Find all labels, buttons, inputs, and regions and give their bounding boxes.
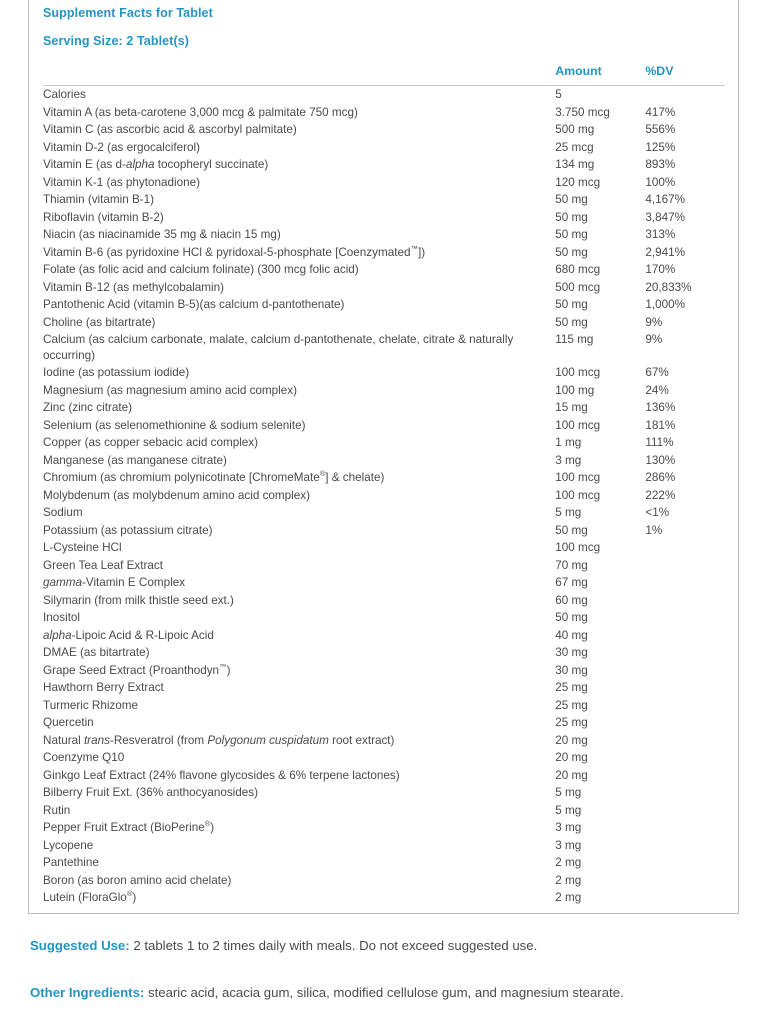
panel-header	[29, 0, 738, 58]
ingredient-amount: 100 mg	[555, 383, 595, 397]
ingredient-amount: 25 mcg	[555, 140, 594, 154]
table-row	[43, 504, 724, 522]
ingredient-dv: 170%	[645, 263, 676, 276]
ingredient-amount: 20 mg	[555, 768, 588, 782]
ingredient-amount: 3 mg	[555, 838, 582, 852]
ingredient-dv	[645, 802, 724, 820]
ingredient-name: Thiamin (vitamin B-1)	[43, 193, 155, 206]
table-row	[43, 784, 724, 802]
table-row	[43, 434, 724, 452]
ingredient-dv: 130%	[645, 453, 676, 467]
ingredient-dv: 286%	[645, 471, 676, 484]
ingredient-dv	[645, 784, 724, 802]
ingredient-dv: 67%	[645, 366, 669, 379]
ingredient-name: Grape Seed Extract (Proanthodyn™)	[43, 661, 231, 677]
ingredient-amount: 15 mg	[555, 401, 588, 414]
ingredient-dv: 181%	[645, 418, 676, 432]
ingredient-amount: 500 mg	[555, 123, 595, 136]
column-header-name	[43, 58, 555, 86]
table-row	[43, 872, 724, 890]
ingredient-name: Riboflavin (vitamin B-2)	[43, 210, 164, 224]
ingredient-amount: 50 mg	[555, 193, 588, 206]
ingredient-dv	[645, 749, 724, 767]
table-row	[43, 452, 724, 470]
table-row	[43, 121, 724, 139]
ingredient-name: Vitamin C (as ascorbic acid & ascorbyl palmitate)	[43, 123, 297, 136]
ingredient-dv: 125%	[645, 140, 676, 154]
ingredient-dv: 893%	[645, 158, 676, 171]
ingredient-dv	[645, 574, 724, 592]
ingredient-name: Iodine (as potassium iodide)	[43, 366, 190, 379]
ingredient-amount: 50 mg	[555, 210, 588, 224]
serving-size: Serving Size: 2 Tablet(s)	[43, 34, 190, 48]
ingredient-name: Rutin	[43, 803, 71, 817]
ingredient-amount: 60 mg	[555, 593, 588, 607]
ingredient-amount: 680 mcg	[555, 263, 601, 276]
table-header-row	[43, 58, 724, 86]
ingredient-name: Turmeric Rhizome	[43, 698, 139, 712]
ingredient-amount: 50 mg	[555, 228, 588, 241]
ingredient-amount: 100 mcg	[555, 471, 601, 484]
table-row	[43, 697, 724, 715]
ingredient-amount: 20 mg	[555, 751, 588, 764]
ingredient-amount: 100 mcg	[555, 366, 601, 379]
ingredient-amount: 50 mg	[555, 523, 588, 537]
ingredient-dv: 136%	[645, 401, 676, 414]
ingredient-dv	[645, 609, 724, 627]
ingredient-dv	[645, 644, 724, 662]
ingredient-amount: 2 mg	[555, 873, 582, 887]
ingredient-amount: 50 mg	[555, 315, 588, 329]
column-header-amount: Amount	[555, 58, 645, 86]
table-row	[43, 679, 724, 697]
table-row	[43, 469, 724, 487]
table-row	[43, 174, 724, 192]
ingredient-dv	[645, 854, 724, 872]
ingredient-dv: 20,833%	[645, 280, 692, 294]
ingredient-name: Natural trans-Resveratrol (from Polygonum cuspidatum root extract)	[43, 733, 395, 747]
ingredient-name: Inositol	[43, 611, 81, 624]
ingredient-name: Bilberry Fruit Ext. (36% anthocyanosides)	[43, 786, 259, 799]
table-header	[43, 58, 724, 86]
ingredient-amount: 3 mg	[555, 821, 582, 834]
table-row	[43, 417, 724, 435]
ingredient-dv: 417%	[645, 105, 676, 119]
ingredient-name: Pantothenic Acid (vitamin B-5)(as calcium d-pantothenate)	[43, 298, 345, 311]
ingredient-dv: 100%	[645, 175, 676, 189]
ingredient-dv	[645, 872, 724, 890]
ingredient-dv	[645, 662, 724, 680]
ingredient-name: Vitamin B-6 (as pyridoxine HCl & pyridoxal-5-phosphate [Coenzymated™])	[43, 243, 426, 259]
ingredient-amount: 115 mg	[555, 333, 594, 346]
table-row	[43, 767, 724, 785]
ingredient-name: Manganese (as manganese citrate)	[43, 453, 227, 467]
ingredient-dv: 556%	[645, 123, 676, 136]
table-row	[43, 592, 724, 610]
supplement-facts-panel	[28, 0, 739, 914]
ingredient-name: Green Tea Leaf Extract	[43, 558, 163, 572]
ingredient-name: Selenium (as selenomethionine & sodium selenite)	[43, 418, 306, 432]
table-row	[43, 802, 724, 820]
ingredient-dv	[645, 732, 724, 750]
ingredient-amount: 3.750 mcg	[555, 105, 610, 119]
table-row	[43, 226, 724, 244]
table-row	[43, 399, 724, 417]
ingredient-dv: 24%	[645, 383, 669, 397]
ingredient-name: Zinc (zinc citrate)	[43, 401, 132, 414]
ingredient-dv	[645, 697, 724, 715]
ingredient-amount: 5 mg	[555, 786, 582, 799]
ingredient-name: Vitamin B-12 (as methylcobalamin)	[43, 280, 225, 294]
ingredient-dv: 111%	[645, 436, 674, 449]
table-row	[43, 86, 724, 104]
ingredient-amount: 30 mg	[555, 646, 588, 659]
table-row	[43, 732, 724, 750]
ingredient-name: Calcium (as calcium carbonate, malate, calcium d-pantothenate, chelate, citrate & naturally occurring)	[43, 333, 514, 362]
ingredient-dv	[645, 889, 724, 907]
ingredient-dv: <1%	[645, 506, 670, 519]
ingredient-amount: 100 mcg	[555, 418, 601, 432]
table-row	[43, 191, 724, 209]
ingredient-dv	[645, 86, 724, 104]
ingredient-amount: 70 mg	[555, 558, 588, 572]
ingredient-amount: 50 mg	[555, 611, 588, 624]
ingredient-amount: 120 mcg	[555, 175, 601, 189]
ingredient-name: Lutein (FloraGlo®)	[43, 889, 137, 904]
table-row	[43, 364, 724, 382]
other-ingredients-label: Other Ingredients:	[30, 985, 145, 1000]
ingredient-amount: 25 mg	[555, 716, 588, 729]
ingredient-name: Vitamin A (as beta-carotene 3,000 mcg & palmitate 750 mcg)	[43, 105, 358, 119]
column-header-dv: %DV	[645, 58, 724, 86]
ingredient-name: Coenzyme Q10	[43, 751, 125, 764]
ingredient-dv	[645, 767, 724, 785]
ingredient-dv	[645, 557, 724, 575]
ingredient-dv	[645, 592, 724, 610]
ingredient-dv: 3,847%	[645, 210, 686, 224]
ingredient-name: gamma-Vitamin E Complex	[43, 576, 186, 589]
ingredient-amount: 100 mcg	[555, 488, 601, 502]
ingredient-name: DMAE (as bitartrate)	[43, 646, 150, 659]
ingredient-dv	[645, 539, 724, 557]
table-row	[43, 209, 724, 227]
ingredient-dv: 313%	[645, 228, 676, 241]
ingredient-amount: 5 mg	[555, 506, 582, 519]
ingredient-name: Pantethine	[43, 856, 99, 869]
table-row	[43, 139, 724, 157]
table-row	[43, 244, 724, 262]
table-row	[43, 261, 724, 279]
ingredient-name: Chromium (as chromium polynicotinate [ChromeMate®] & chelate)	[43, 469, 385, 484]
table-row	[43, 627, 724, 645]
ingredient-dv: 4,167%	[645, 193, 686, 206]
ingredient-amount: 30 mg	[555, 663, 588, 677]
table-row	[43, 662, 724, 680]
ingredient-dv: 9%	[645, 333, 663, 346]
ingredient-name: Niacin (as niacinamide 35 mg & niacin 15 mg)	[43, 228, 281, 241]
ingredient-amount: 2 mg	[555, 891, 582, 904]
panel-title: Supplement Facts for Tablet	[43, 6, 213, 20]
ingredient-amount: 20 mg	[555, 733, 588, 747]
ingredient-dv: 222%	[645, 488, 676, 502]
table-row	[43, 279, 724, 297]
ingredient-name: Silymarin (from milk thistle seed ext.)	[43, 593, 234, 607]
ingredient-dv	[645, 714, 724, 732]
table-row	[43, 331, 724, 364]
ingredient-amount: 1 mg	[555, 436, 582, 449]
suggested-use-label: Suggested Use:	[30, 938, 130, 953]
ingredient-dv: 1%	[645, 523, 663, 537]
ingredient-dv: 2,941%	[645, 245, 686, 259]
ingredient-name: Copper (as copper sebacic acid complex)	[43, 436, 259, 449]
ingredient-amount: 40 mg	[555, 628, 588, 642]
table-row	[43, 854, 724, 872]
table-row	[43, 837, 724, 855]
ingredient-name: alpha-Lipoic Acid & R-Lipoic Acid	[43, 628, 214, 642]
ingredient-name: L-Cysteine HCl	[43, 541, 122, 554]
ingredient-name: Quercetin	[43, 716, 94, 729]
ingredient-amount: 50 mg	[555, 298, 588, 311]
ingredient-amount: 50 mg	[555, 245, 588, 259]
table-row	[43, 314, 724, 332]
ingredient-amount: 3 mg	[555, 453, 582, 467]
ingredient-name: Choline (as bitartrate)	[43, 315, 156, 329]
other-ingredients-text: stearic acid, acacia gum, silica, modified cellulose gum, and magnesium stearate.	[144, 985, 624, 1000]
table-row	[43, 714, 724, 732]
ingredient-amount: 100 mcg	[555, 541, 601, 554]
ingredient-name: Folate (as folic acid and calcium folinate) (300 mcg folic acid)	[43, 263, 359, 276]
table-row	[43, 644, 724, 662]
ingredient-amount: 25 mg	[555, 681, 588, 694]
ingredient-dv	[645, 837, 724, 855]
table-row	[43, 889, 724, 907]
ingredient-name: Vitamin D-2 (as ergocalciferol)	[43, 140, 200, 154]
table-row	[43, 382, 724, 400]
ingredient-name: Vitamin E (as d-alpha tocopheryl succinate)	[43, 158, 269, 171]
ingredient-name: Magnesium (as magnesium amino acid complex)	[43, 383, 297, 397]
table-row	[43, 487, 724, 505]
ingredient-name: Boron (as boron amino acid chelate)	[43, 873, 232, 887]
ingredient-amount: 2 mg	[555, 856, 582, 869]
table-row	[43, 156, 724, 174]
table-row	[43, 539, 724, 557]
ingredient-name: Pepper Fruit Extract (BioPerine®)	[43, 819, 215, 834]
table-row	[43, 749, 724, 767]
table-row	[43, 104, 724, 122]
ingredient-amount: 500 mcg	[555, 280, 601, 294]
ingredient-dv: 1,000%	[645, 298, 686, 311]
ingredient-name: Hawthorn Berry Extract	[43, 681, 164, 694]
supplement-facts-table	[43, 58, 724, 907]
suggested-use	[30, 936, 730, 956]
ingredient-amount: 5 mg	[555, 803, 582, 817]
table-row	[43, 574, 724, 592]
ingredient-name: Lycopene	[43, 838, 94, 852]
table-row	[43, 609, 724, 627]
ingredient-name: Calories	[43, 88, 86, 101]
suggested-use-text: 2 tablets 1 to 2 times daily with meals. Do not exceed suggested use.	[129, 938, 538, 953]
ingredient-dv	[645, 819, 724, 837]
ingredient-amount: 134 mg	[555, 158, 595, 171]
ingredient-dv	[645, 679, 724, 697]
ingredient-amount: 25 mg	[555, 698, 588, 712]
table-row	[43, 522, 724, 540]
ingredient-dv	[645, 627, 724, 645]
ingredient-name: Ginkgo Leaf Extract (24% flavone glycosides & 6% terpene lactones)	[43, 768, 400, 782]
ingredient-name: Sodium	[43, 506, 83, 519]
table-row	[43, 557, 724, 575]
ingredient-dv: 9%	[645, 315, 663, 329]
ingredient-name: Vitamin K-1 (as phytonadione)	[43, 175, 201, 189]
other-ingredients	[30, 983, 730, 1003]
ingredient-amount: 5	[555, 88, 562, 101]
facts-table-wrap	[29, 58, 738, 913]
table-row	[43, 296, 724, 314]
ingredient-name: Potassium (as potassium citrate)	[43, 523, 213, 537]
table-row	[43, 819, 724, 837]
table-body	[43, 86, 724, 907]
ingredient-name: Molybdenum (as molybdenum amino acid complex)	[43, 488, 310, 502]
ingredient-amount: 67 mg	[555, 576, 588, 589]
